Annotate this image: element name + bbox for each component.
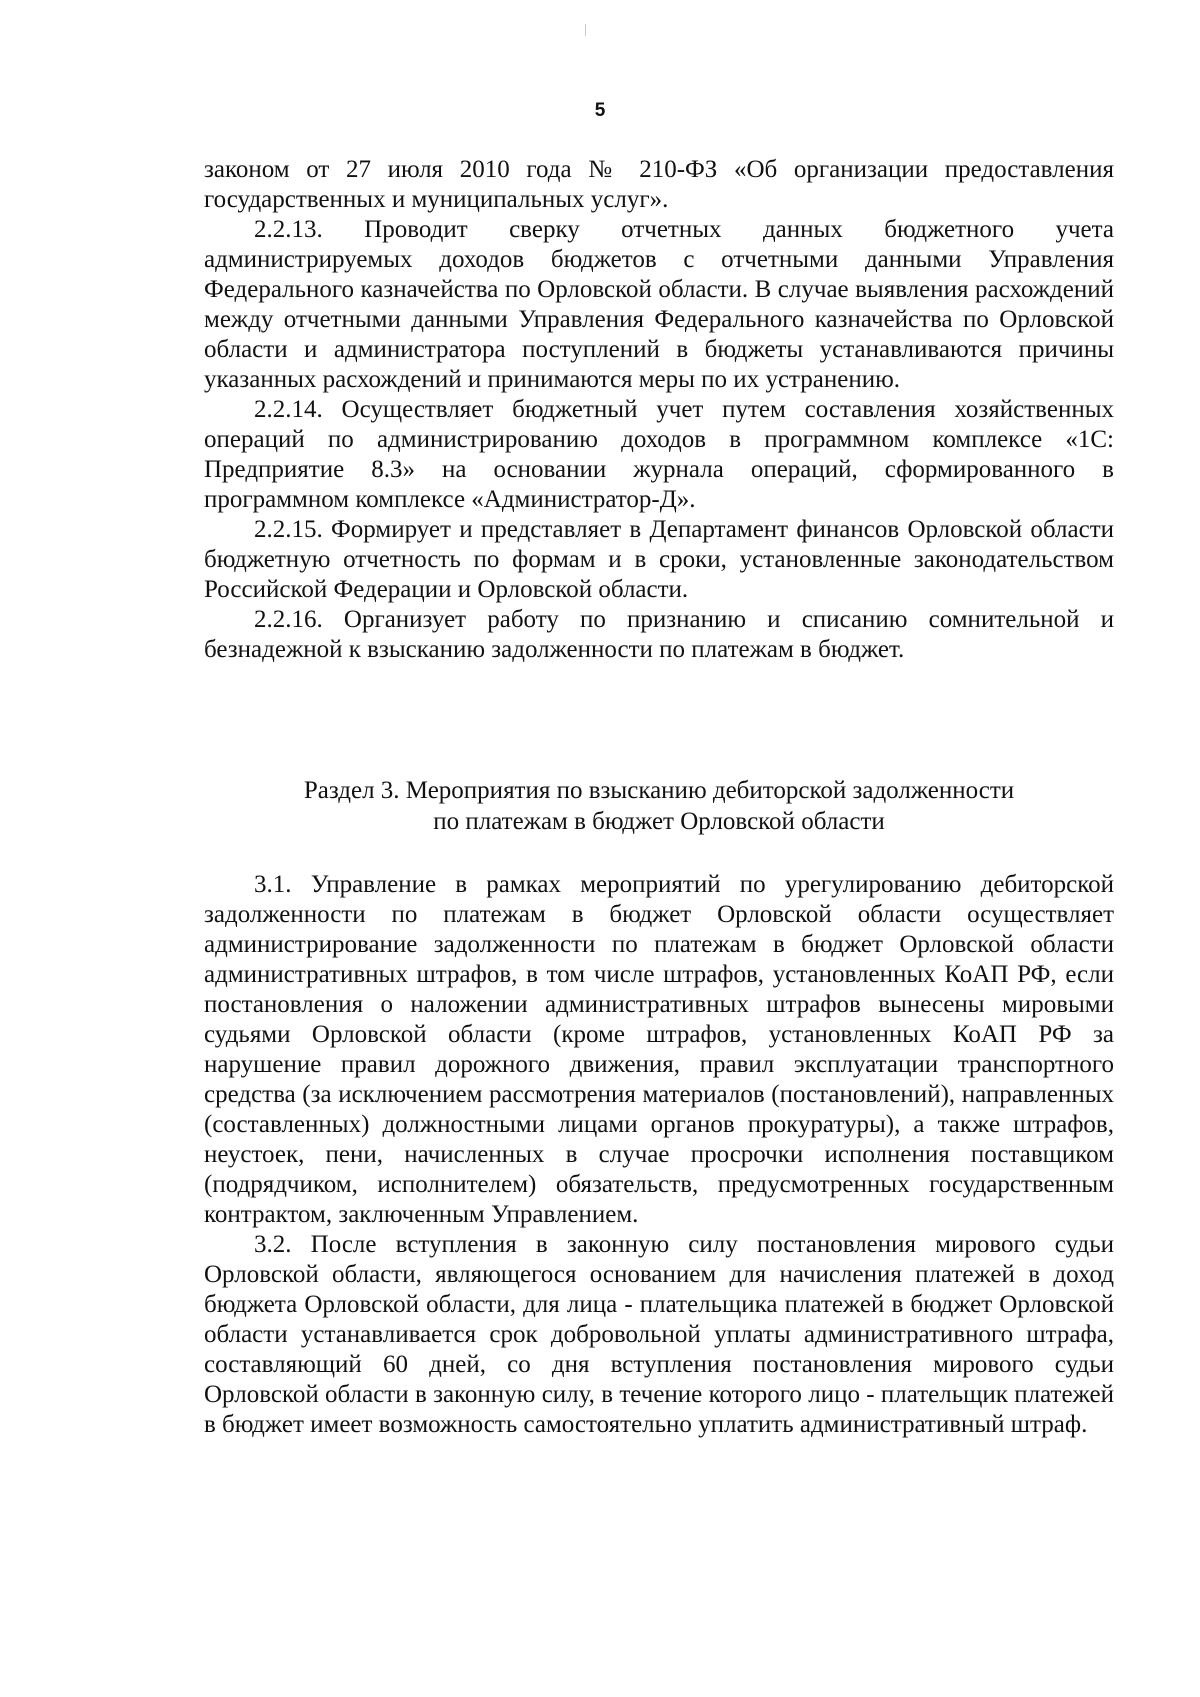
paragraph-2-2-14: 2.2.14. Осуществляет бюджетный учет путем составления хозяйственных операций по администрированию доходов в программном комплексе «1С: Предприятие 8.3» на основании журнала операций, сформированного в программном комплексе «Администратор-Д». bbox=[204, 396, 1114, 513]
paragraph-2-2-13: 2.2.13. Проводит сверку отчетных данных бюджетного учета администрируемых доходов бюджетов с отчетными данными Управления Федерального казначейства по Орловской области. В случае выявления расхождений между отчетными данными Управления Федерального казначейства по Орловской области и администратора поступлений в бюджеты устанавливаются причины указанных расхождений и принимаются меры по их устранению. bbox=[204, 216, 1114, 393]
body-text-bottom bbox=[204, 870, 1114, 1440]
section-heading-line-2: по платежам в бюджет Орловской области bbox=[433, 808, 885, 835]
body-text-top bbox=[204, 155, 1114, 665]
scan-mark bbox=[585, 24, 586, 36]
paragraph-2-2-15: 2.2.15. Формирует и представляет в Департамент финансов Орловской области бюджетную отчетность по формам и в сроки, установленные законодательством Российской Федерации и Орловской области. bbox=[204, 516, 1114, 603]
paragraph-2-2-16: 2.2.16. Организует работу по признанию и списанию сомнительной и безнадежной к взысканию задолженности по платежам в бюджет. bbox=[204, 606, 1114, 663]
section-heading bbox=[204, 775, 1114, 837]
paragraph-3-2: 3.2. После вступления в законную силу постановления мирового судьи Орловской области, являющегося основанием для начисления платежей в доход бюджета Орловской области, для лица - плательщика платежей в бюджет Орловской области устанавливается срок добровольной уплаты административного штрафа, составляющий 60 дней, со дня вступления постановления мирового судьи Орловской области в законную силу, в течение которого лицо - плательщик платежей в бюджет имеет возможность самостоятельно уплатить административный штраф. bbox=[204, 1231, 1114, 1438]
section-heading-line-1: Раздел 3. Мероприятия по взысканию дебиторской задолженности bbox=[303, 777, 1015, 804]
page-number: 5 bbox=[594, 100, 606, 121]
paragraph-continuation: законом от 27 июля 2010 года № 210-ФЗ «Об организации предоставления государственных и муниципальных услуг». bbox=[204, 156, 1114, 213]
paragraph-3-1: 3.1. Управление в рамках мероприятий по урегулированию дебиторской задолженности по платежам в бюджет Орловской области осуществляет администрирование задолженности по платежам в бюджет Орловской области административных штрафов, в том числе штрафов, установленных КоАП РФ, если постановления о наложении административных штрафов вынесены мировыми судьями Орловской области (кроме штрафов, установленных КоАП РФ за нарушение правил дорожного движения, правил эксплуатации транспортного средства (за исключением рассмотрения материалов (постановлений), направленных (составленных) должностными лицами органов прокуратуры), а также штрафов, неустоек, пени, начисленных в случае просрочки исполнения поставщиком (подрядчиком, исполнителем) обязательств, предусмотренных государственным контрактом, заключенным Управлением. bbox=[204, 871, 1114, 1228]
